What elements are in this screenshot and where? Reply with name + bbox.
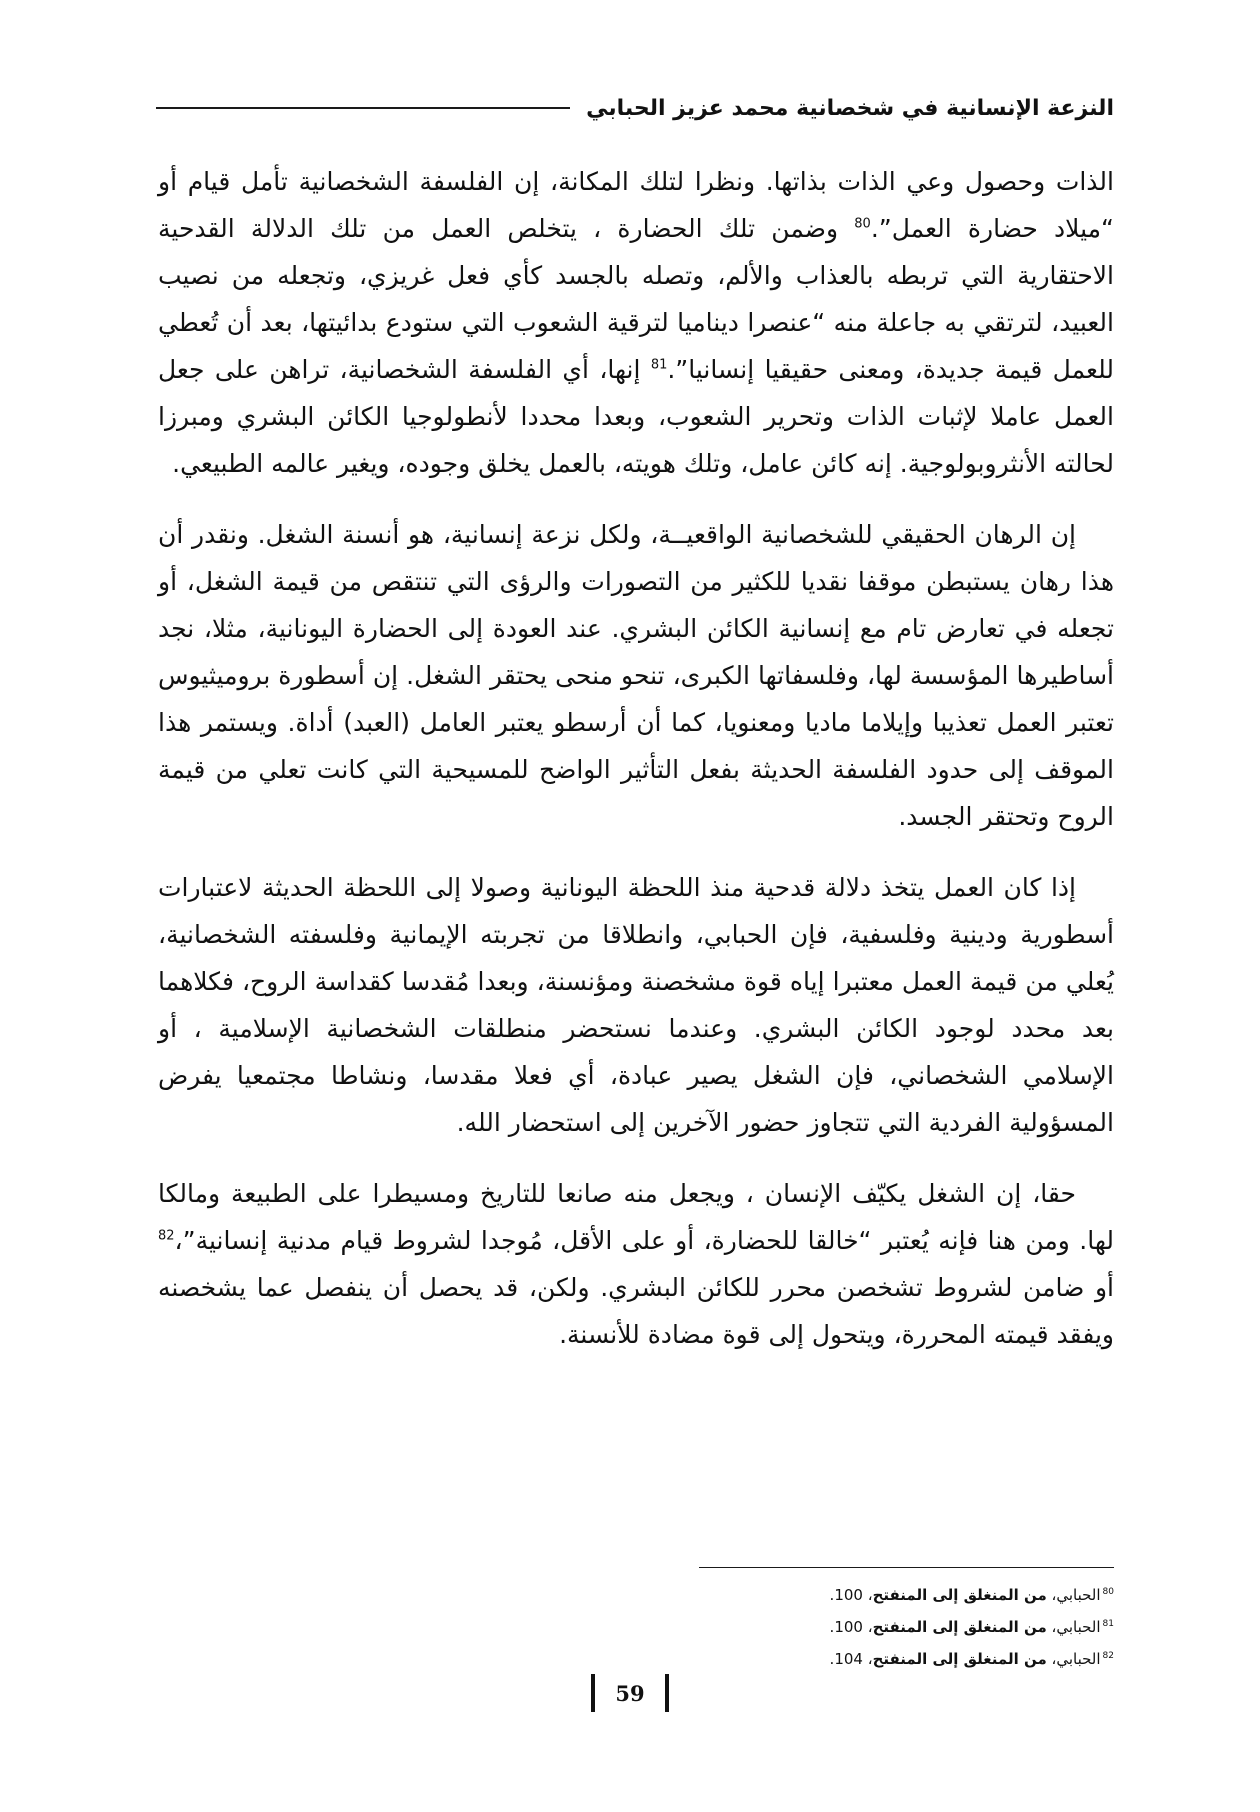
page-number: 59 xyxy=(615,1680,645,1706)
footnote-book-title: من المنغلق إلى المنفتح xyxy=(872,1586,1047,1604)
paragraph-4 xyxy=(158,1170,1114,1358)
footnote-number: 80 xyxy=(1102,1587,1114,1597)
footnote-number: 82 xyxy=(1102,1651,1114,1661)
footnote-82 xyxy=(614,1642,1114,1674)
footnote-ref-82[interactable]: 82 xyxy=(158,1228,175,1244)
page-number-bar-right xyxy=(665,1674,669,1712)
header-rule xyxy=(156,107,570,109)
footnote-author: الحبابي، xyxy=(1046,1618,1101,1636)
footnote-book-title: من المنغلق إلى المنفتح xyxy=(872,1650,1047,1668)
footnote-book-title: من المنغلق إلى المنفتح xyxy=(872,1618,1047,1636)
body-text xyxy=(158,158,1114,1382)
paragraph-4-part-a: حقا، إن الشغل يكيّف الإنسان ، ويجعل منه صانعا للتاريخ ومسيطرا على الطبيعة ومالكا لها. ومن هنا فإنه يُعتبر “خالقا للحضارة، أو على الأقل، مُوجدا لشروط قيام مدنية إنسانية”، xyxy=(158,1179,1114,1255)
footnote-author: الحبابي، xyxy=(1046,1650,1101,1668)
paragraph-4-part-b: أو ضامن لشروط تشخصن محرر للكائن البشري. ولكن، قد يحصل أن ينفصل عما يشخصنه ويفقد قيمته المحررة، ويتحول إلى قوة مضادة للأنسنة. xyxy=(158,1273,1114,1349)
paragraph-1-part-b: وضمن تلك الحضارة ، يتخلص العمل من تلك الدلالة القدحية الاحتقارية التي تربطه بالعذاب والألم، وتصله بالجسد كأي فعل غريزي، وتجعله من نصيب العبيد، لترتقي به جاعلة منه “عنصرا ديناميا لترقية الشعوب التي ستودع بدائيتها، بعد أن تُعطي للعمل قيمة جديدة، ومعنى حقيقيا إنسانيا”. xyxy=(158,214,1114,384)
paragraph-3: إذا كان العمل يتخذ دلالة قدحية منذ اللحظة اليونانية وصولا إلى اللحظة الحديثة لاعتبارات أسطورية ودينية وفلسفية، فإن الحبابي، وانطلاقا من تجربته الإيمانية وفلسفته الشخصانية، يُعلي من قيمة العمل معتبرا إياه قوة مشخصنة ومؤنسنة، وبعدا مُقدسا كقداسة الروح، فكلاهما بعد محدد لوجود الكائن البشري. وعندما نستحضر منطلقات الشخصانية الإسلامية ، أو الإسلامي الشخصاني، فإن الشغل يصير عبادة، أي فعلا مقدسا، ونشاطا مجتمعيا يفرض المسؤولية الفردية التي تتجاوز حضور الآخرين إلى استحضار الله. xyxy=(158,873,1114,1137)
paragraph-1-part-a: الذات وحصول وعي الذات بذاتها. ونظرا لتلك المكانة، إن الفلسفة الشخصانية تأمل قيام أو “ميلاد حضارة العمل”. xyxy=(158,167,1114,243)
footnote-author: الحبابي، xyxy=(1046,1586,1101,1604)
footnotes xyxy=(614,1578,1114,1674)
running-title: النزعة الإنسانية في شخصانية محمد عزيز الحبابي xyxy=(586,95,1114,121)
footnote-page: ، 100. xyxy=(829,1618,873,1636)
footnote-81 xyxy=(614,1610,1114,1642)
footnote-ref-81[interactable]: 81 xyxy=(650,357,668,373)
running-header xyxy=(156,88,1114,128)
paragraph-1 xyxy=(158,158,1114,487)
footnote-page: ، 104. xyxy=(829,1650,873,1668)
footnote-80 xyxy=(614,1578,1114,1610)
footnote-page: ، 100. xyxy=(829,1586,873,1604)
page-footer xyxy=(0,1674,1260,1712)
footnote-number: 81 xyxy=(1102,1619,1114,1629)
paragraph-1-part-c: إنها، أي الفلسفة الشخصانية، تراهن على جعل العمل عاملا لإثبات الذات وتحرير الشعوب، وبعدا محددا لأنطولوجيا الكائن البشري ومبرزا لحالته الأنثروبولوجية. إنه كائن عامل، وتلك هويته، بالعمل يخلق وجوده، ويغير عالمه الطبيعي. xyxy=(158,355,1114,478)
page-number-bar-left xyxy=(591,1674,595,1712)
footnote-ref-80[interactable]: 80 xyxy=(854,216,871,232)
paragraph-2: إن الرهان الحقيقي للشخصانية الواقعيــة، ولكل نزعة إنسانية، هو أنسنة الشغل. ونقدر أن هذا رهان يستبطن موقفا نقديا للكثير من التصورات والرؤى التي تنتقص من قيمة الشغل، أو تجعله في تعارض تام مع إنسانية الكائن البشري. عند العودة إلى الحضارة اليونانية، مثلا، نجد أساطيرها المؤسسة لها، وفلسفاتها الكبرى، تنحو منحى يحتقر الشغل. إن أسطورة بروميثيوس تعتبر العمل تعذيبا وإيلاما ماديا ومعنويا، كما أن أرسطو يعتبر العامل (العبد) أداة. ويستمر هذا الموقف إلى حدود الفلسفة الحديثة بفعل التأثير الواضح للمسيحية التي كانت تعلي من قيمة الروح وتحتقر الجسد. xyxy=(158,520,1114,831)
footnote-rule xyxy=(699,1567,1114,1568)
